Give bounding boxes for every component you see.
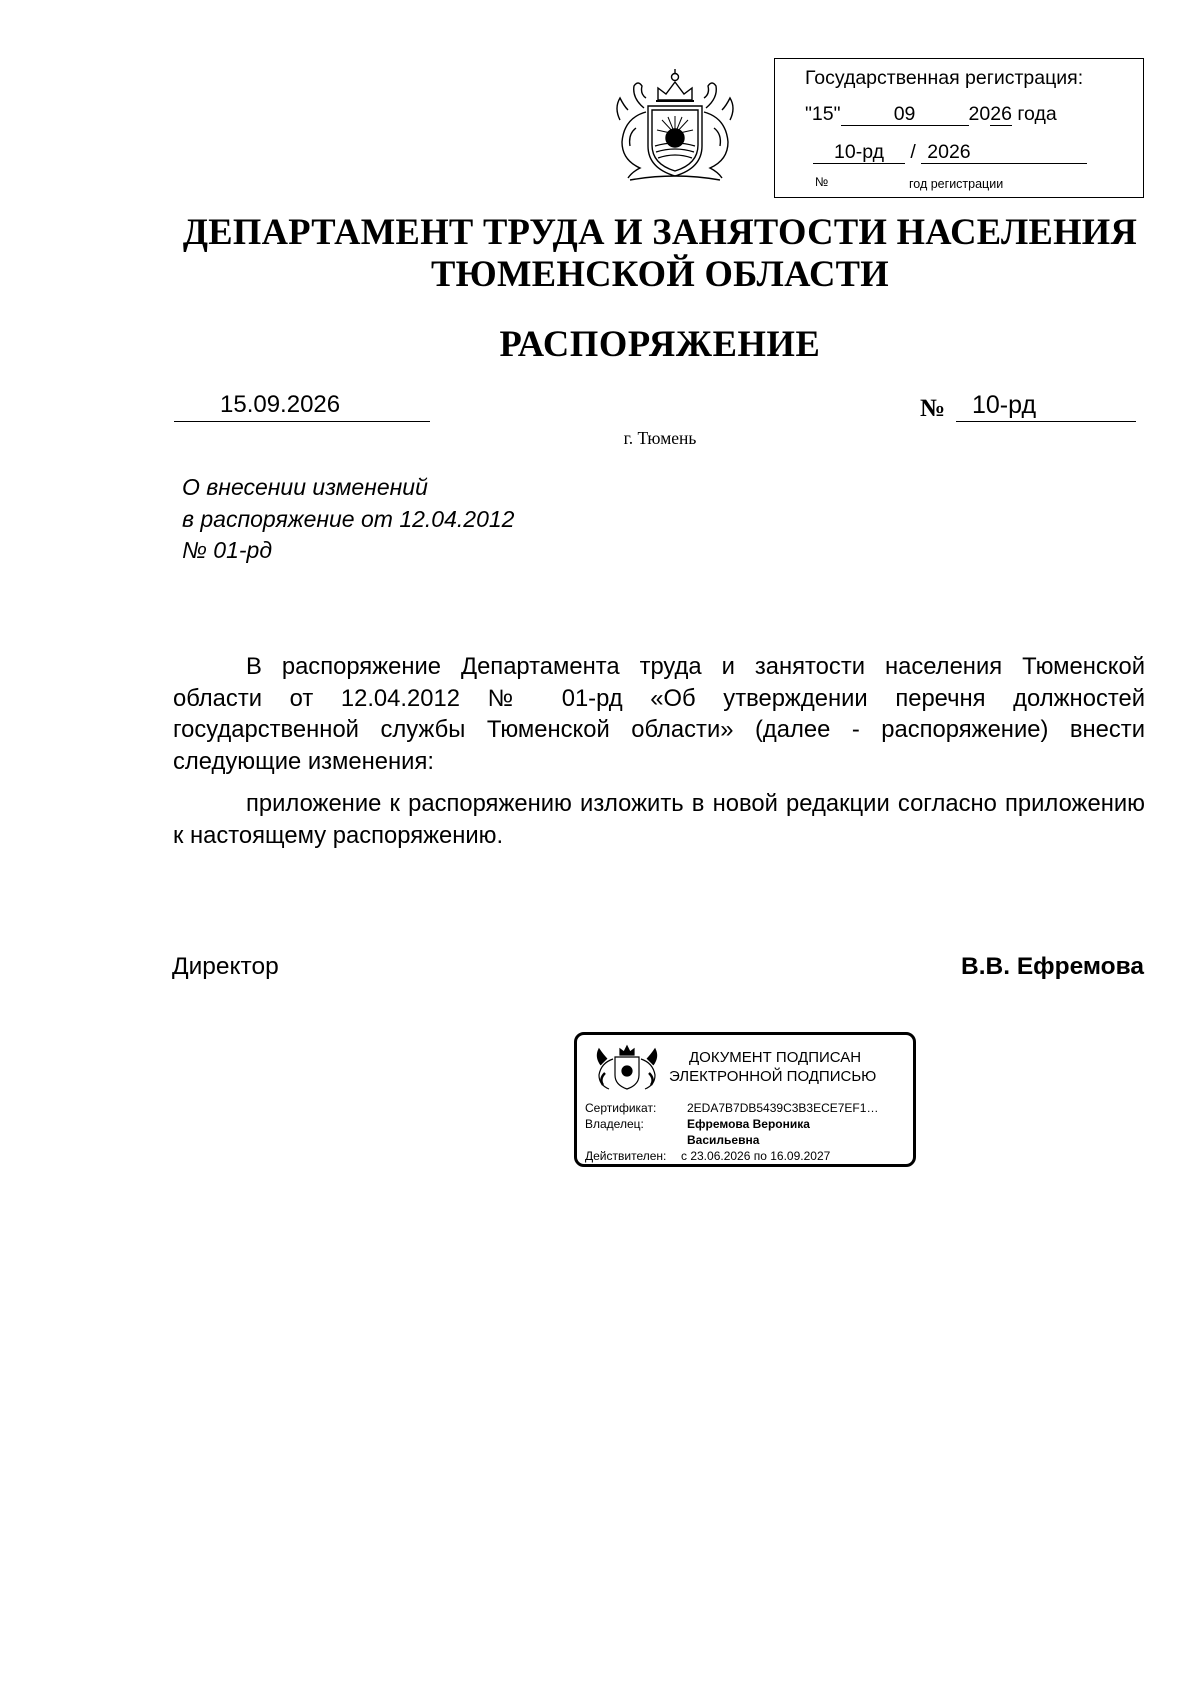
subject-line: О внесении изменений (182, 474, 428, 500)
registration-year-suffix: 26 (990, 103, 1012, 125)
coat-of-arms-emblem (600, 68, 750, 186)
signer-name: В.В. Ефремова (961, 953, 1144, 980)
validity-label: Действителен: (585, 1149, 667, 1163)
signer-position: Директор (172, 953, 279, 980)
department-name-line2: ТЮМЕНСКОЙ ОБЛАСТИ (431, 253, 889, 294)
document-body (173, 651, 1145, 862)
stamp-heading-line2: ЭЛЕКТРОННОЙ ПОДПИСЬЮ (669, 1068, 877, 1085)
owner-label: Владелец: (585, 1117, 644, 1131)
registration-month: 09 (841, 103, 969, 126)
registration-year-word: года (1017, 103, 1057, 125)
registration-number-line (813, 141, 1087, 164)
document-number-sign: № (920, 395, 946, 422)
certificate-label: Сертификат: (585, 1101, 657, 1115)
document-date: 15.09.2026 (220, 391, 341, 418)
validity-value: с 23.06.2026 по 16.09.2027 (681, 1149, 831, 1163)
registration-box (774, 58, 1144, 198)
registration-number: 10-рд (813, 141, 905, 164)
subject-line: № 01-рд (182, 537, 273, 563)
registration-separator: / (910, 141, 916, 163)
registration-title: Государственная регистрация: (805, 67, 1084, 89)
owner-name-line1: Ефремова Вероника (687, 1117, 810, 1131)
registration-date-line (805, 103, 1057, 126)
registration-year-prefix: 20 (968, 103, 991, 125)
document-subject (182, 472, 514, 567)
document-number: 10-рд (972, 391, 1037, 419)
registration-number-caption: № (815, 175, 829, 189)
department-name-line1: ДЕПАРТАМЕНТ ТРУДА И ЗАНЯТОСТИ НАСЕЛЕНИЯ (182, 211, 1138, 252)
registration-year-caption: год регистрации (909, 177, 1004, 191)
subject-line: в распоряжение от 12.04.2012 (182, 505, 515, 532)
body-paragraph: приложение к распоряжению изложить в новой редакции согласно приложению к настоящему распоряжению. (173, 790, 1145, 849)
document-number-field (956, 393, 1136, 422)
registration-year: 2026 (921, 141, 1087, 164)
document-type-title: РАСПОРЯЖЕНИЕ (499, 323, 821, 364)
body-paragraph: В распоряжение Департамента труда и занятости населения Тюменской области от 12.04.2012 № 01-рд «Об утверждении перечня должностей государственной службы Тюменской области» (далее - распоряжение) внести следующие изменения: (173, 653, 1145, 775)
owner-name-line2: Васильевна (687, 1133, 760, 1147)
certificate-value: 2EDA7B7DB5439C3B3ECE7EF1… (687, 1101, 879, 1115)
stamp-emblem-icon (589, 1043, 665, 1093)
document-date-field (174, 393, 430, 422)
electronic-signature-stamp (574, 1032, 916, 1167)
registration-day: "15" (805, 103, 841, 125)
stamp-heading-line1: ДОКУМЕНТ ПОДПИСАН (689, 1049, 862, 1066)
document-city: г. Тюмень (623, 428, 697, 448)
